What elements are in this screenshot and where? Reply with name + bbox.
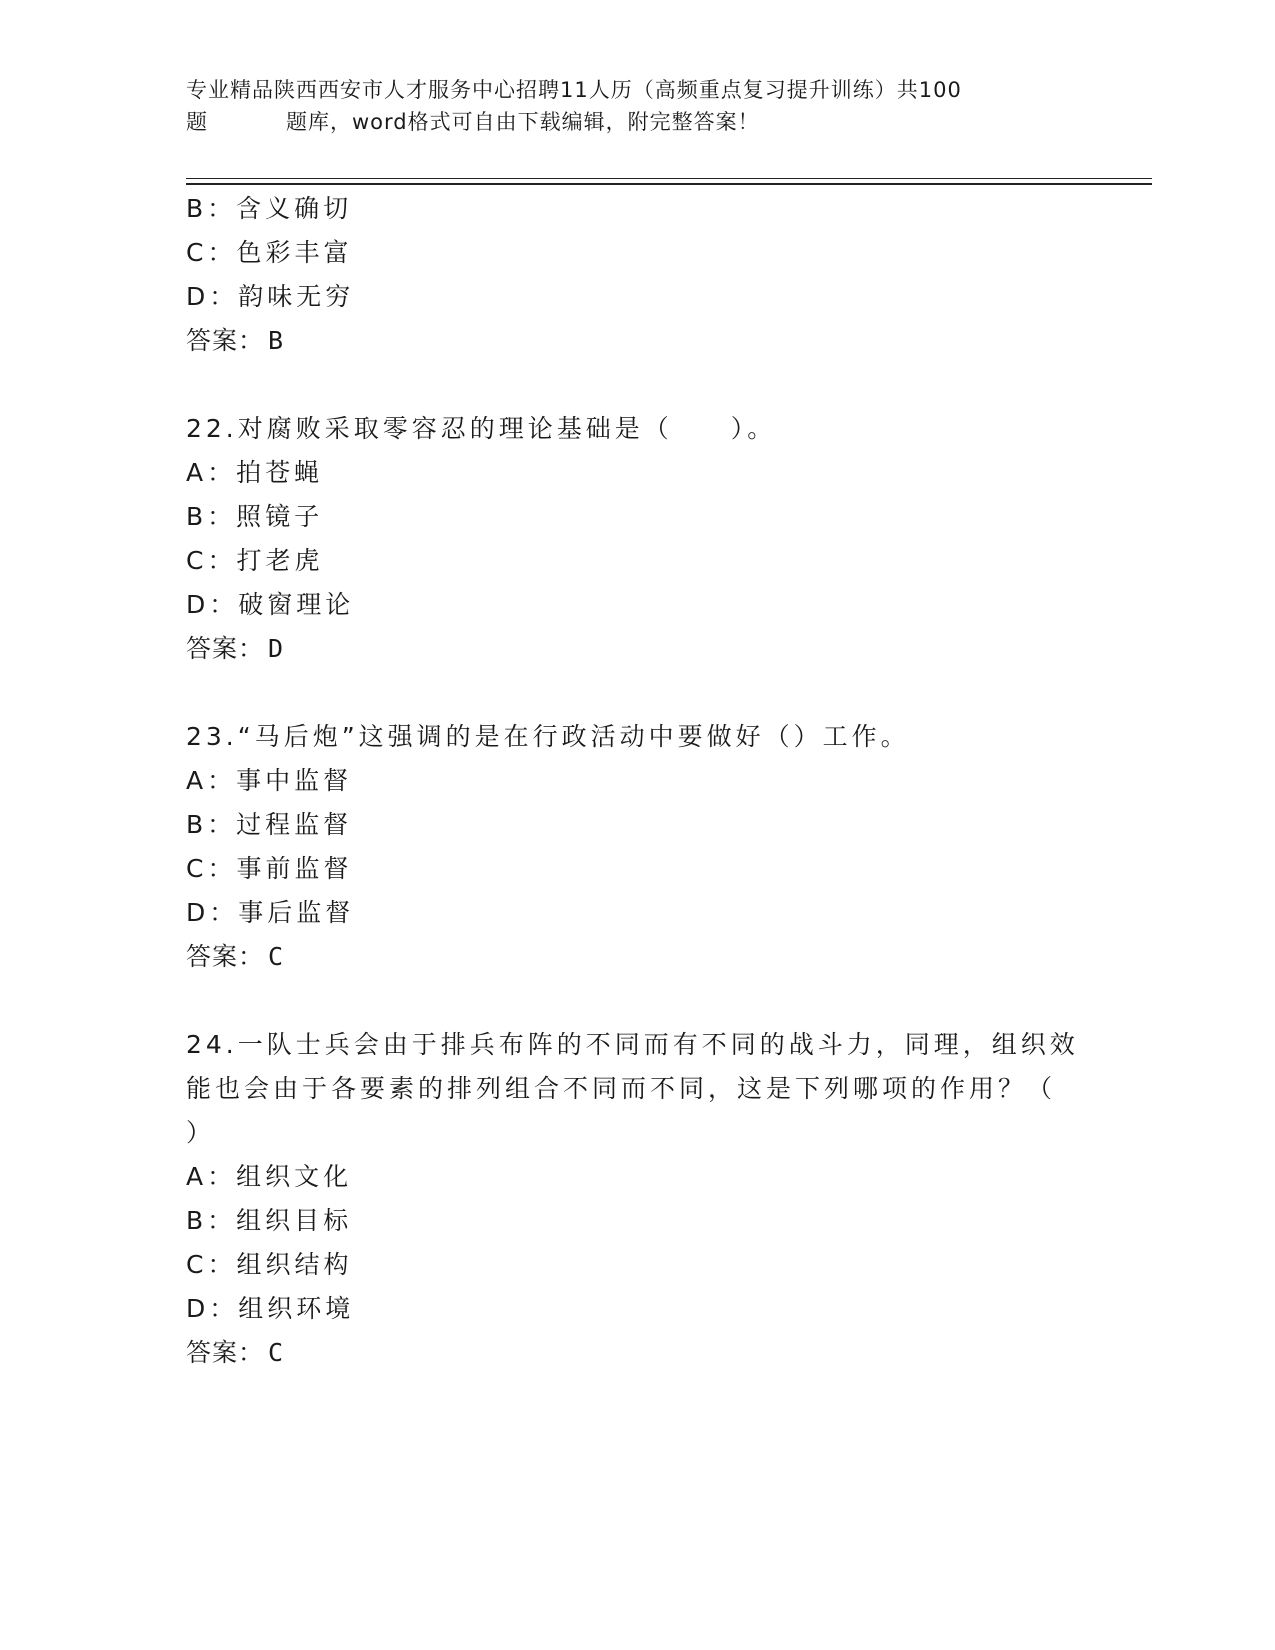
option-line: B：过程监督 bbox=[186, 810, 353, 839]
question-stem-continued: ） bbox=[186, 1118, 216, 1147]
question-stem: 24.一队士兵会由于排兵布阵的不同而有不同的战斗力，同理，组织效 bbox=[186, 1030, 1079, 1059]
answer-value: B bbox=[268, 326, 285, 355]
answer-label: 答案： bbox=[186, 1338, 265, 1367]
option-line: A：拍苍蝇 bbox=[186, 458, 324, 487]
header-line-2 bbox=[186, 106, 1086, 138]
answer-value: D bbox=[268, 634, 285, 663]
option-line: C：组织结构 bbox=[186, 1250, 353, 1279]
answer-value: C bbox=[268, 942, 285, 971]
question-stem-continued: 能也会由于各要素的排列组合不同而不同，这是下列哪项的作用？（ bbox=[186, 1074, 1057, 1103]
question-stem: 23.“马后炮”这强调的是在行政活动中要做好（）工作。 bbox=[186, 722, 910, 751]
answer-label: 答案： bbox=[186, 326, 265, 355]
question-stem: 22.对腐败采取零容忍的理论基础是（ ）。 bbox=[186, 414, 777, 443]
option-line: D：韵味无穷 bbox=[186, 282, 355, 311]
option-line: B：含义确切 bbox=[186, 194, 353, 223]
header-divider-thick bbox=[186, 183, 1152, 185]
option-line: A：事中监督 bbox=[186, 766, 353, 795]
answer-line bbox=[186, 941, 284, 973]
answer-line bbox=[186, 325, 284, 357]
header-line-1: 专业精品陕西西安市人才服务中心招聘11人历（高频重点复习提升训练）共100 bbox=[186, 78, 962, 102]
answer-line bbox=[186, 633, 284, 665]
option-line: D：事后监督 bbox=[186, 898, 355, 927]
answer-line bbox=[186, 1337, 284, 1369]
header-line-2-right: 题库，word格式可自由下载编辑，附完整答案！ bbox=[286, 110, 760, 134]
option-line: C：事前监督 bbox=[186, 854, 353, 883]
answer-label: 答案： bbox=[186, 634, 265, 663]
option-line: C：色彩丰富 bbox=[186, 238, 353, 267]
header-line-2-left: 题 bbox=[186, 110, 208, 134]
answer-label: 答案： bbox=[186, 942, 265, 971]
option-line: B：照镜子 bbox=[186, 502, 324, 531]
option-line: C：打老虎 bbox=[186, 546, 324, 575]
option-line: D：组织环境 bbox=[186, 1294, 355, 1323]
answer-value: C bbox=[268, 1338, 285, 1367]
header-divider-thin bbox=[186, 178, 1152, 179]
document-header bbox=[186, 74, 1086, 138]
option-line: D：破窗理论 bbox=[186, 590, 355, 619]
option-line: A：组织文化 bbox=[186, 1162, 353, 1191]
option-line: B：组织目标 bbox=[186, 1206, 353, 1235]
